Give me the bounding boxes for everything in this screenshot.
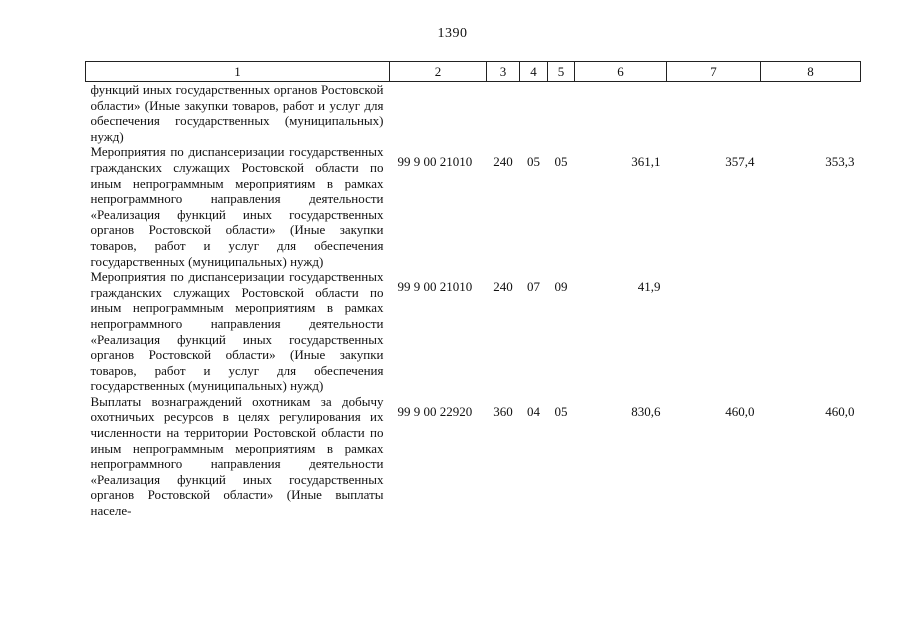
column-header: 2 — [390, 62, 487, 82]
row-expense-type: 240 — [493, 154, 513, 170]
row-value-year-3 — [761, 82, 861, 145]
row-target-code: 99 9 00 21010 — [397, 154, 473, 170]
row-target-code — [390, 82, 487, 145]
table-header-row — [86, 62, 861, 82]
row-expense-type: 240 — [493, 279, 513, 295]
row-value-year-1: 361,1 — [631, 154, 661, 170]
row-target-code: 99 9 00 22920 — [397, 403, 473, 419]
row-value-year-2 — [667, 269, 761, 394]
column-header: 6 — [575, 62, 667, 82]
row-value-year-3: 353,3 — [825, 154, 855, 170]
page-number: 1390 — [437, 26, 468, 41]
row-expense-type — [487, 82, 520, 145]
row-expense-type: 360 — [493, 403, 513, 419]
column-header: 8 — [761, 62, 861, 82]
row-subsection: 05 — [554, 154, 568, 170]
row-section: 04 — [527, 403, 540, 419]
column-header: 1 — [86, 62, 390, 82]
row-subsection: 05 — [554, 403, 568, 419]
table-row — [86, 82, 861, 145]
row-value-year-2 — [667, 82, 761, 145]
budget-table — [85, 61, 861, 519]
row-section: 07 — [527, 279, 540, 295]
row-value-year-2: 460,0 — [725, 403, 755, 419]
row-value-year-3 — [761, 269, 861, 394]
row-description: Мероприятия по диспансеризации государственных гражданских служащих Ростовской области по иным непрограммным мероприятиям в рамках непрограммного направления деятельности «Реализация функций иных государственных органов Ростовской области» (Иные закупки товаров, работ и услуг для обеспечения государственных (муниципальных) нужд) — [90, 269, 384, 394]
column-header: 3 — [487, 62, 520, 82]
row-value-year-2: 357,4 — [725, 154, 755, 170]
row-section: 05 — [527, 154, 540, 170]
row-description: Мероприятия по диспансеризации государственных гражданских служащих Ростовской области по иным непрограммным мероприятиям в рамках непрограммного направления деятельности «Реализация функций иных государственных органов Ростовской области» (Иные закупки товаров, работ и услуг для обеспечения государственных (муниципальных) нужд) — [90, 144, 384, 269]
row-target-code: 99 9 00 21010 — [397, 279, 473, 295]
column-header: 5 — [548, 62, 575, 82]
row-subsection — [548, 82, 575, 145]
row-value-year-1: 41,9 — [637, 279, 661, 295]
table-row — [86, 269, 861, 394]
table-row — [86, 394, 861, 519]
column-header: 4 — [520, 62, 548, 82]
row-section — [520, 82, 548, 145]
row-subsection: 09 — [554, 279, 568, 295]
row-value-year-1 — [575, 82, 667, 145]
column-header: 7 — [667, 62, 761, 82]
row-description: Выплаты вознаграждений охотникам за добычу охотничьих ресурсов в целях регулирования их численности на территории Ростовской области по иным непрограммным мероприятиям в рамках непрограммного направления деятельности «Реализация функций иных государственных органов Ростовской области» (Иные выплаты населе- — [90, 393, 384, 519]
table-row — [86, 144, 861, 269]
row-value-year-1: 830,6 — [631, 403, 661, 419]
row-description: функций иных государственных органов Ростовской области» (Иные закупки товаров, работ и услуг для обеспечения государственных (муниципальных) нужд) — [90, 82, 384, 144]
row-value-year-3: 460,0 — [825, 403, 855, 419]
